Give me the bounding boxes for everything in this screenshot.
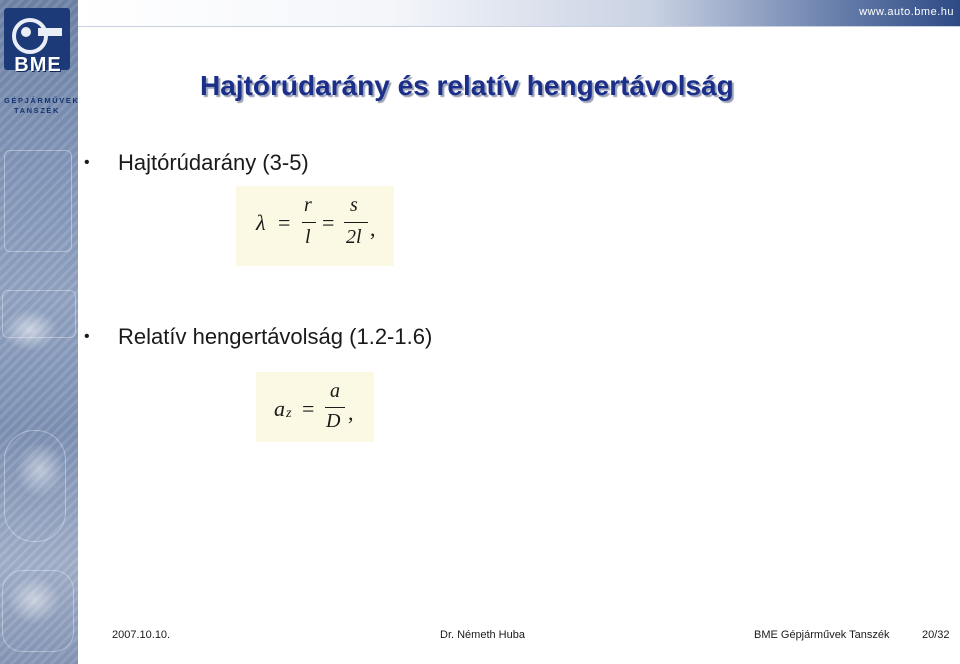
formula-comma: , xyxy=(370,216,376,241)
bullet-text: Relatív hengertávolság (1.2-1.6) xyxy=(118,324,433,349)
formula-numerator: r xyxy=(304,194,312,216)
bullet-icon: • xyxy=(84,154,90,171)
formula-connecting-rod-ratio xyxy=(236,186,394,266)
logo-rod xyxy=(38,28,62,36)
bullet-text: Hajtórúdarány (3-5) xyxy=(118,150,309,175)
formula-equals: = xyxy=(322,210,335,235)
header-bar xyxy=(78,0,960,26)
logo-hub xyxy=(21,27,31,37)
fraction-bar xyxy=(344,222,368,223)
sidebar-decoration xyxy=(0,0,78,664)
footer-author: Dr. Németh Huba xyxy=(440,629,525,641)
sidebar-figure-engine xyxy=(4,150,72,252)
bullet-item xyxy=(84,150,309,176)
formula-equals: = xyxy=(278,210,291,235)
formula-relative-cylinder-distance xyxy=(256,372,374,442)
formula-numerator: a xyxy=(330,380,340,402)
sidebar-figure-car xyxy=(2,290,76,338)
formula-comma: , xyxy=(348,400,354,425)
bullet-item xyxy=(84,324,432,350)
formula-subscript: z xyxy=(286,406,292,421)
sidebar-figure-vintage-car xyxy=(2,570,74,652)
formula-equals: = xyxy=(302,396,315,421)
logo-ring xyxy=(12,18,48,54)
logo-text: BME xyxy=(14,54,62,76)
bullet-icon: • xyxy=(84,328,90,345)
formula-lhs: a xyxy=(274,396,285,421)
slide-title: Hajtórúdarány és relatív hengertávolság xyxy=(200,70,734,101)
formula-numerator: s xyxy=(350,194,358,216)
formula-denominator: 2l xyxy=(346,226,362,248)
sidebar-figure-wheel xyxy=(4,430,66,542)
header-divider xyxy=(78,26,960,27)
bme-logo xyxy=(4,8,80,116)
footer-page-number: 20/32 xyxy=(922,629,950,641)
footer-date: 2007.10.10. xyxy=(112,629,171,641)
header-url[interactable]: www.auto.bme.hu xyxy=(859,6,954,18)
fraction-bar xyxy=(302,222,316,223)
formula-denominator: D xyxy=(326,410,341,432)
logo-dept-line2: TANSZÉK xyxy=(13,106,61,115)
fraction-bar xyxy=(325,407,345,408)
footer-department: BME Gépjárművek Tanszék xyxy=(754,629,890,641)
formula-denominator: l xyxy=(305,226,311,248)
logo-dept-line1: GÉPJÁRMŰVEK xyxy=(4,96,80,105)
formula-lhs: λ xyxy=(256,210,266,235)
